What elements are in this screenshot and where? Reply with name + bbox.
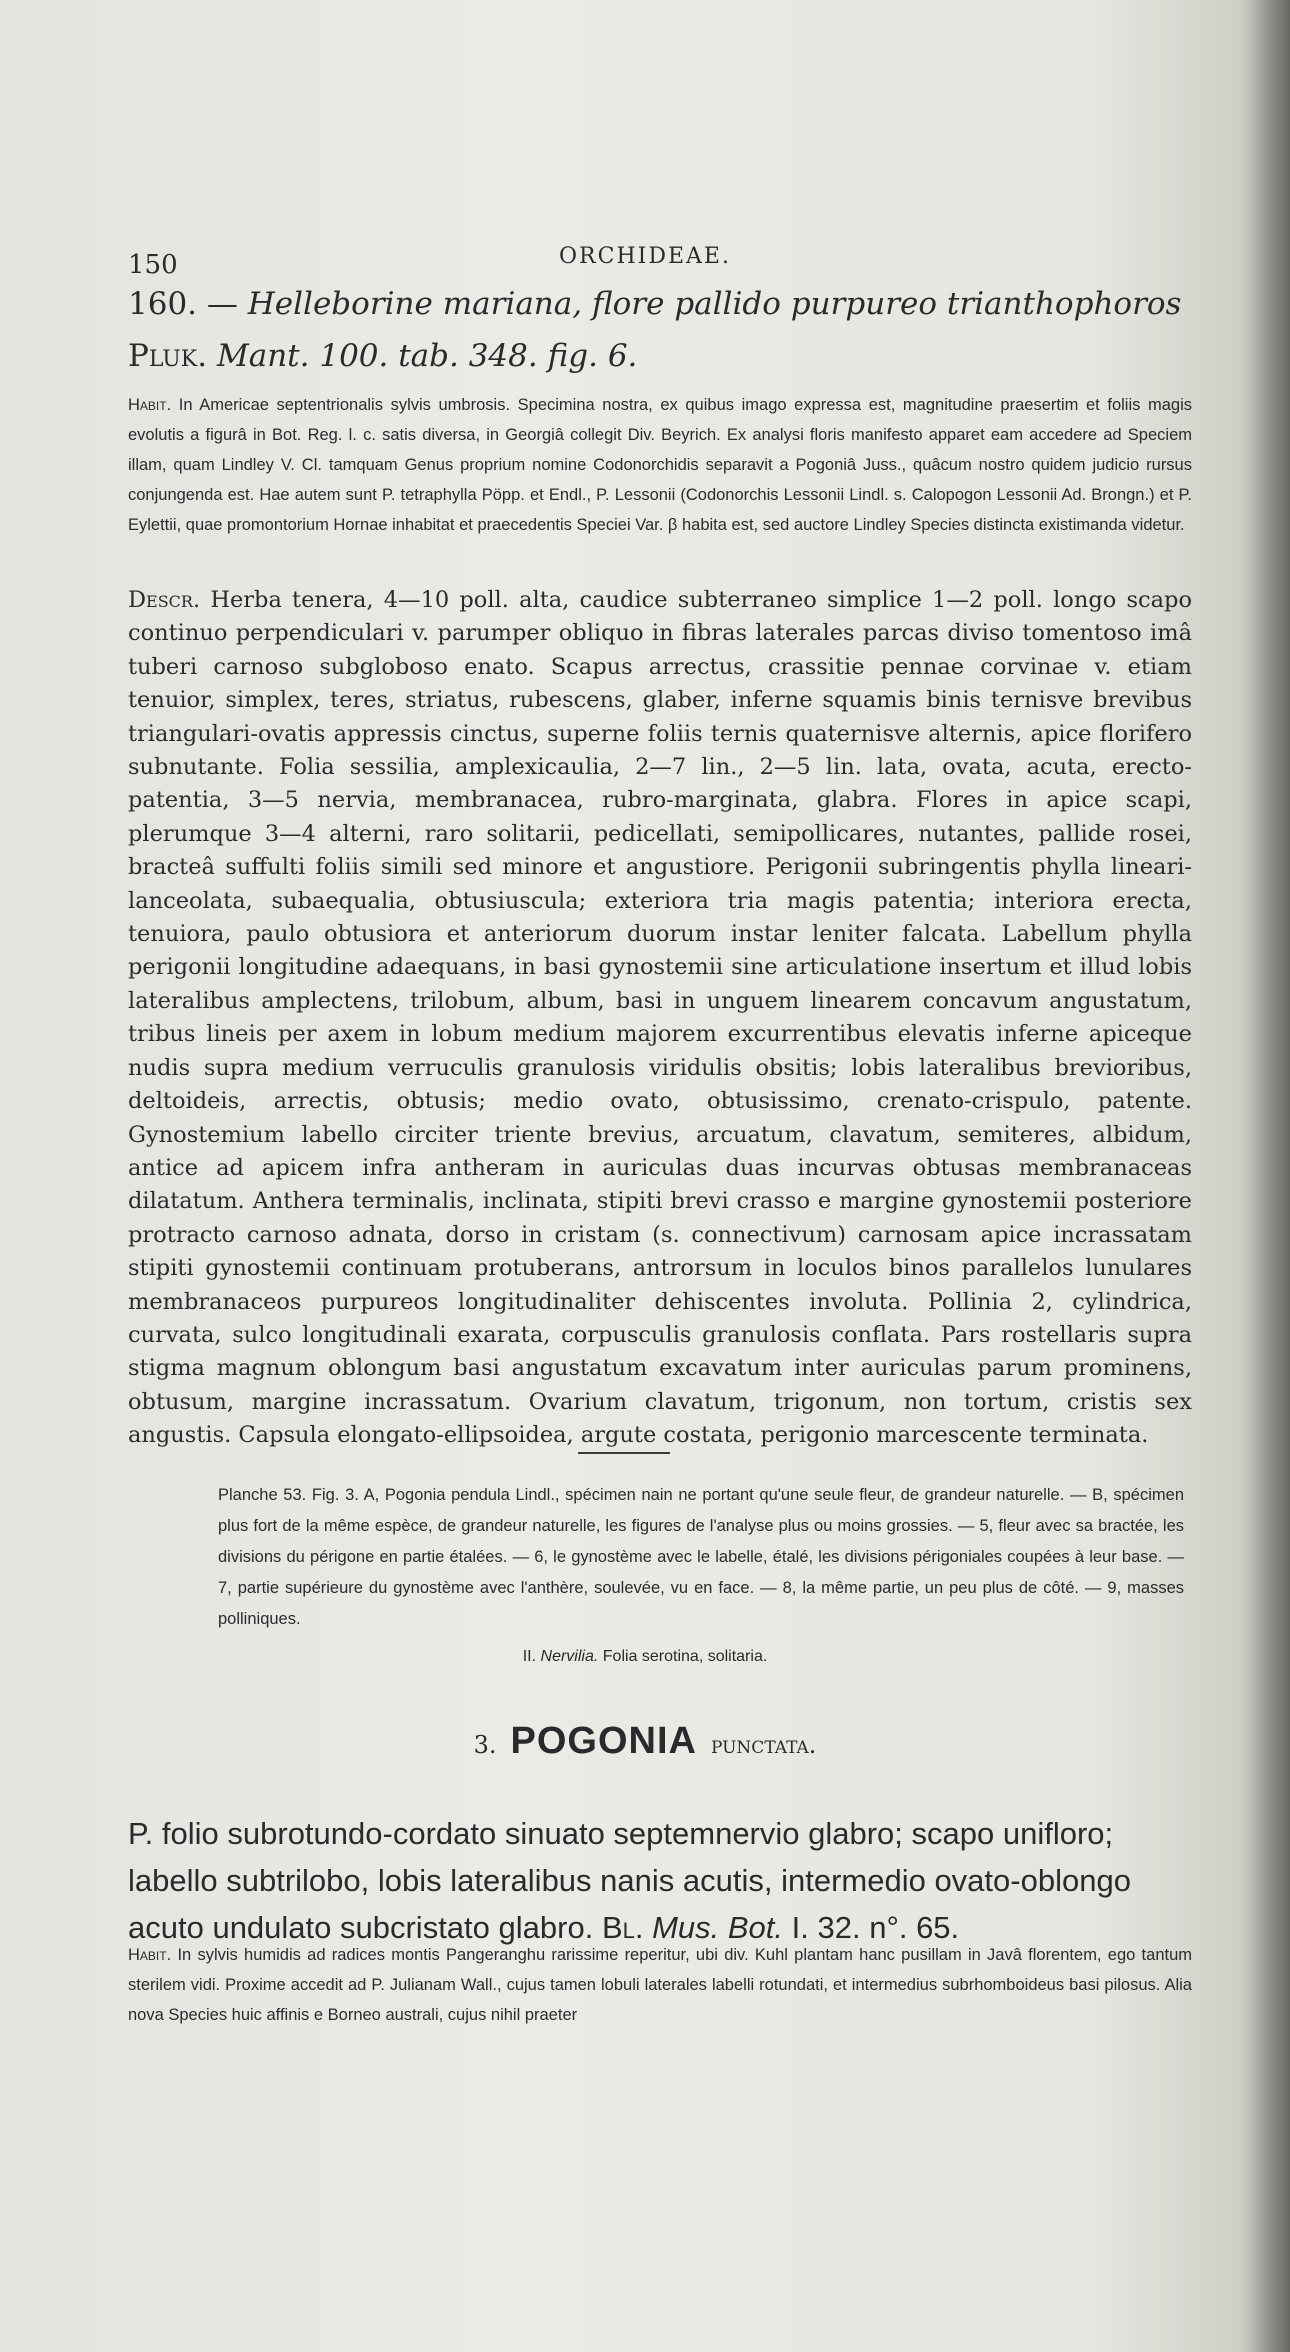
section-heading [0,1648,1290,1666]
species-diagnosis [128,1810,1192,1951]
synonym-work: Mant. [216,338,310,374]
habitat-text-2: In sylvis humidis ad radices montis Pangeranghu rarissime reperitur, ubi div. Kuhl plantam hanc pusillam in Javâ florentem, ego tantum sterilem vidi. Proxime accedit ad P. Julianam Wall., cujus tamen lobuli laterales labelli rotundati, et intermedius subrhomboideus basi pilosus. Alia nova Species huic affinis e Borneo australi, cujus nihil praeter [128,1946,1192,2024]
diagnosis-reference: I. 32. n°. 65. [791,1910,960,1945]
diagnosis-author: Bl. [601,1910,644,1945]
species-epithet: punctata. [710,1731,817,1759]
section-divider [578,1452,670,1454]
page-number: 150 [128,250,178,280]
synonym-name: Helleborine mariana, flore pallido purpureo trianthophoros [247,286,1182,322]
habitat-paragraph-1 [128,390,1192,540]
diagnosis-text: P. folio subrotundo-cordato sinuato septemnervio glabro; scapo unifloro; labello subtrilobo, lobis lateralibus nanis acutis, intermedio ovato-oblongo acuto undulato subcristato glabro. [128,1816,1131,1945]
page-edge-shadow [1250,0,1290,2352]
description-text: Herba tenera, 4—10 poll. alta, caudice subterraneo simplice 1—2 poll. longo scapo continuo perpendiculari v. parumper obliquo in fibras laterales parcas diviso tomentoso imâ tuberi carnoso subgloboso enato. Scapus arrectus, crassitie pennae corvinae v. etiam tenuior, simplex, teres, striatus, rubescens, glaber, inferne squamis binis ternisve brevibus triangulari-ovatis appressis cinctus, superne foliis ternis quaternisve alternis, apice florifero subnutante. Folia sessilia, amplexicaulia, 2—7 lin., 2—5 lin. lata, ovata, acuta, erecto-patentia, 3—5 nervia, membranacea, rubro-marginata, glabra. Flores in apice scapi, plerumque 3—4 alterni, raro solitarii, pedicellati, semipollicares, nutantes, pallide rosei, bracteâ suffulti foliis simili sed minore et angustiore. Perigonii subringentis phylla lineari-lanceolata, subaequalia, obtusiuscula; exteriora tria magis patentia; interiora erecta, tenuiora, paulo obtusiora et anteriorum duorum instar leniter falcata. Labellum phylla perigonii longitudine adaequans, in basi gynostemii sine articulatione insertum et illud lobis lateralibus amplectens, trilobum, album, basi in unguem linearem concavum angustatum, tribus lineis per axem in lobum medium majorem excurrentibus elevatis inferne apiceque nudis supra medium verruculis granulosis viridulis obsitis; lobis lateralibus brevioribus, deltoideis, arrectis, obtusis; medio ovato, obtusissimo, crenato-crispulo, patente. Gynostemium labello circiter triente brevius, arcuatum, clavatum, semiteres, albidum, antice ad apicem infra antheram in auriculas duas incurvas obtusas membranaceas dilatatum. Anthera terminalis, inclinata, stipiti brevi crasso e margine gynostemii posteriore protracto carnoso adnata, dorso in cristam (s. connectivum) carnosam apice incrassatam stipiti gynostemii continuam protuberans, antrorsum in loculos binos parallelos lunulares membranaceos purpureos longitudinaliter dehiscentes involuta. Pollinia 2, cylindrica, curvata, sulco longitudinali exarata, corpusculis granulosis conflata. Pars rostellaris supra stigma magnum oblongum basi angustatum excavatum inter auriculas parum prominens, obtusum, margine incrassatum. Ovarium clavatum, trigonum, non tortum, cristis sex angustis. Capsula elongato-ellipsoidea, argute costata, perigonio marcescente terminata. [128,587,1192,1449]
entry-160-title [128,278,1198,382]
running-head: ORCHIDEAE. [559,244,731,269]
entry-number: 160. [128,286,198,322]
species-number: 3. [473,1731,497,1759]
genus-name: POGONIA [510,1720,697,1762]
species-heading [0,1720,1290,1763]
habitat-label-2: Habit. [128,1946,172,1964]
section-numeral: II. [522,1648,537,1665]
synonym-author: Pluk. [128,338,208,374]
section-description: Folia serotina, solitaria. [602,1648,768,1665]
habitat-label: Habit. [128,396,172,414]
habitat-text: In Americae septentrionalis sylvis umbrosis. Specimina nostra, ex quibus imago expressa est, magnitudine praesertim et foliis magis evolutis a figurâ in Bot. Reg. l. c. satis diversa, in Georgiâ collegit Div. Beyrich. Ex analysi floris manifesto apparet eam accedere ad Speciem illam, quam Lindley V. Cl. tamquam Genus proprium nomine Codonorchidis separavit a Pogoniâ Juss., quâcum nostro quidem judicio rursus conjungenda est. Hae autem sunt P. tetraphylla Pöpp. et Endl., P. Lessonii (Codonorchis Lessonii Lindl. s. Calopogon Lessonii Ad. Brongn.) et P. Eylettii, quae promontorium Hornae inhabitat et praecedentis Speciei Var. β habita est, sed auctore Lindley Species distincta existimanda videtur. [128,396,1192,534]
section-name: Nervilia. [540,1648,599,1665]
synonym-reference: 100. tab. 348. fig. 6. [319,338,638,374]
entry-dash: — [197,286,248,322]
diagnosis-work: Mus. Bot. [652,1910,784,1945]
plate-caption: Planche 53. Fig. 3. A, Pogonia pendula Lindl., spécimen nain ne portant qu'une seule fleur, de grandeur naturelle. — B, spécimen plus fort de la même espèce, de grandeur naturelle, les figures de l'analyse plus ou moins grossies. — 5, fleur avec sa bractée, les divisions du périgone en partie étalées. — 6, le gynostème avec le labelle, étalé, les divisions périgoniales coupées à leur base. — 7, partie supérieure du gynostème avec l'anthère, soulevée, vu en face. — 8, la même partie, un peu plus de côté. — 9, masses polliniques. [218,1486,1184,1628]
description-label: Descr. [128,587,201,613]
description-paragraph [128,584,1192,1453]
habitat-paragraph-2 [128,1940,1192,2030]
